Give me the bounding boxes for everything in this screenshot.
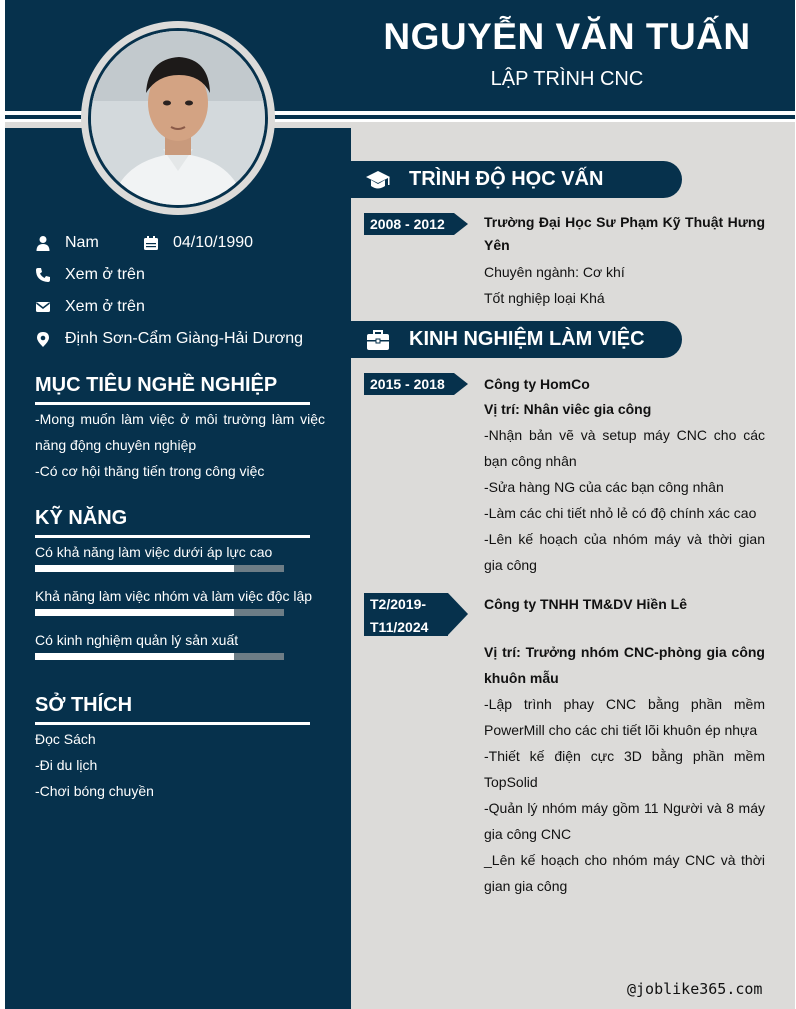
job-position: Vị trí: Trưởng nhóm CNC-phòng gia công khuôn mẫu <box>484 644 765 686</box>
user-icon <box>35 235 51 251</box>
objective-line: -Có cơ hội thăng tiến trong công việc <box>35 463 265 479</box>
job-duty: -Quản lý nhóm máy gồm 11 Người và 8 máy gia công CNC <box>484 800 765 842</box>
skills-divider <box>35 535 310 538</box>
email-row <box>35 298 145 316</box>
education-banner <box>351 161 682 198</box>
job-duty: -Làm các chi tiết nhỏ lẻ có độ chính xác cao <box>484 505 757 521</box>
education-title: TRÌNH ĐỘ HỌC VẤN <box>409 168 604 190</box>
education-date: 2008 - 2012 <box>364 213 454 235</box>
school-name: Trường Đại Học Sư Phạm Kỹ Thuật Hưng Yên <box>484 214 765 253</box>
watermark: @joblike365.com <box>627 980 763 998</box>
job-date: T2/2019- T11/2024 <box>364 593 448 636</box>
email-value: Xem ở trên <box>65 298 145 315</box>
job-company: Công ty TNHH TM&DV Hiền Lê <box>484 596 687 612</box>
skill-label: Khả năng làm việc nhóm và làm việc độc lập <box>35 588 313 604</box>
experience-title: KINH NGHIỆM LÀM VIỆC <box>409 328 645 350</box>
skill-bar <box>35 653 284 660</box>
job-position: Vị trí: Nhân viêc gia công <box>484 401 652 417</box>
briefcase-icon <box>365 327 391 353</box>
job-duty: -Nhận bản vẽ và setup máy CNC cho các bạn công nhân <box>484 427 765 469</box>
address-row <box>35 330 303 348</box>
objective-title: MỤC TIÊU NGHỀ NGHIỆP <box>35 374 278 396</box>
phone-icon <box>35 267 51 283</box>
experience-banner <box>351 321 682 358</box>
job-title: LẬP TRÌNH CNC <box>490 68 644 90</box>
education-major: Chuyên ngành: Cơ khí <box>484 264 625 280</box>
candidate-name: NGUYỄN VĂN TUẤN <box>383 16 751 57</box>
skill-label: Có kinh nghiệm quản lý sản xuất <box>35 632 239 648</box>
avatar-frame <box>81 21 275 215</box>
phone-row <box>35 266 145 284</box>
job-duty: -Thiết kế điện cực 3D bằng phần mềm TopSolid <box>484 748 765 790</box>
skill-bar-fill <box>35 609 234 616</box>
job-duty: -Lập trình phay CNC bằng phần mềm PowerMill cho các chi tiết lõi khuôn ép nhựa <box>484 696 765 738</box>
job-duty: -Lên kế hoạch của nhóm máy và thời gian gia công <box>484 531 765 573</box>
birthdate-row <box>143 234 253 252</box>
skill-label: Có khả năng làm việc dưới áp lực cao <box>35 544 273 560</box>
phone-value: Xem ở trên <box>65 266 145 283</box>
objective-line: -Mong muốn làm việc ở môi trường làm việc năng động chuyên nghiệp <box>35 411 325 453</box>
hobby-item: -Chơi bóng chuyền <box>35 783 154 799</box>
cv-page <box>5 0 795 1009</box>
job-company: Công ty HomCo <box>484 376 590 392</box>
avatar <box>91 31 265 205</box>
calendar-icon <box>143 235 159 251</box>
skill-bar-fill <box>35 653 234 660</box>
job-duty: _Lên kế hoạch cho nhóm máy CNC và thời gian gia công <box>484 852 765 894</box>
skill-bar-fill <box>35 565 234 572</box>
objective-divider <box>35 402 310 405</box>
location-icon <box>35 331 51 347</box>
job-date: 2015 - 2018 <box>364 373 454 395</box>
gender-value: Nam <box>65 234 99 251</box>
hobbies-divider <box>35 722 310 725</box>
skills-title: KỸ NĂNG <box>35 507 128 529</box>
address-value: Định Sơn-Cẩm Giàng-Hải Dương <box>65 330 303 347</box>
education-grade: Tốt nghiệp loại Khá <box>484 290 605 306</box>
skill-bar <box>35 609 284 616</box>
skill-bar <box>35 565 284 572</box>
graduation-cap-icon <box>365 167 391 193</box>
hobby-item: Đọc Sách <box>35 731 96 747</box>
job-duty: -Sửa hàng NG của các bạn công nhân <box>484 479 724 495</box>
gender-row <box>35 234 99 252</box>
hobby-item: -Đi du lịch <box>35 757 98 773</box>
mail-icon <box>35 299 51 315</box>
hobbies-title: SỞ THÍCH <box>35 694 133 716</box>
birthdate-value: 04/10/1990 <box>173 234 254 251</box>
